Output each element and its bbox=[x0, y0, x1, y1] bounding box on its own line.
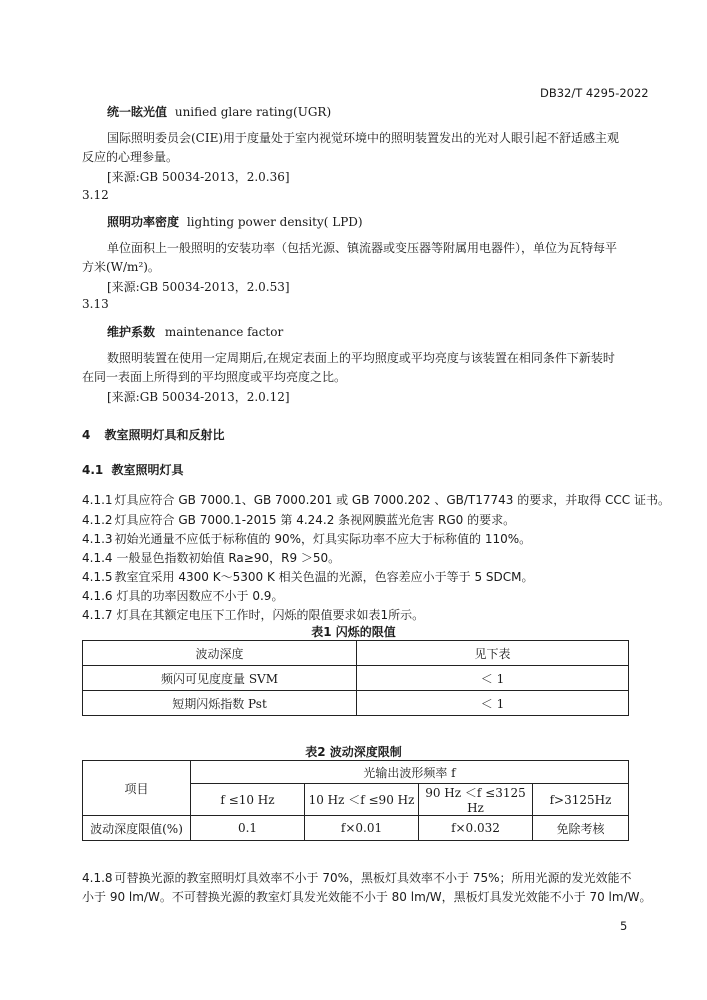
table2-cell: f×0.032 bbox=[419, 816, 533, 841]
term-lpd bbox=[107, 213, 363, 230]
table2-cell: 免除考核 bbox=[533, 816, 629, 841]
table2-freq-header: f>3125Hz bbox=[533, 784, 629, 816]
clause-4-1-5 bbox=[82, 568, 533, 585]
table1-cell: 频闪可见度度量 SVM bbox=[83, 666, 357, 691]
clause-4-1-5-text: 教室宜采用 4300 K～5300 K 相关色温的光源，色容差应小于等于 5 SDCM。 bbox=[114, 570, 534, 584]
clause-4-1-3 bbox=[82, 530, 531, 547]
table1-caption: 表1 闪烁的限值 bbox=[311, 625, 396, 639]
clause-4-1-6-text: 灯具的功率因数应不小于 0.9。 bbox=[116, 589, 284, 603]
clause-4-1-3-number: 4.1.3 bbox=[82, 532, 113, 546]
clause-4-1-7-number: 4.1.7 bbox=[82, 608, 113, 622]
clause-4-1-1-number: 4.1.1 bbox=[82, 493, 113, 507]
table2-cell: 0.1 bbox=[191, 816, 305, 841]
table-row bbox=[83, 691, 629, 716]
table1-cell: ＜ 1 bbox=[357, 691, 629, 716]
table1-cell: 波动深度 bbox=[83, 641, 357, 666]
clause-number-3-12: 3.12 bbox=[82, 188, 109, 202]
term-ugr-en: unified glare rating(UGR) bbox=[174, 105, 332, 119]
section-4-1-title: 教室照明灯具 bbox=[111, 463, 184, 477]
table2-item-header: 项目 bbox=[83, 761, 191, 816]
clause-4-1-1 bbox=[82, 491, 670, 508]
table2 bbox=[82, 760, 629, 841]
term-mf bbox=[107, 323, 283, 340]
table-row bbox=[83, 666, 629, 691]
section-4-number: 4 bbox=[82, 428, 91, 442]
term-ugr bbox=[107, 103, 331, 120]
clause-4-1-8-number: 4.1.8 bbox=[82, 871, 113, 885]
term-lpd-en: lighting power density( LPD) bbox=[186, 215, 363, 229]
table-row bbox=[83, 641, 629, 666]
table2-freq-header: 90 Hz ＜f ≤3125 Hz bbox=[419, 784, 533, 816]
term-lpd-cn: 照明功率密度 bbox=[107, 215, 180, 229]
lpd-definition-line1: 单位面积上一般照明的安装功率（包括光源、镇流器或变压器等附属用电器件），单位为瓦特每平 bbox=[107, 241, 618, 255]
ugr-source: [来源:GB 50034-2013，2.0.36] bbox=[107, 170, 290, 184]
page-number: 5 bbox=[620, 919, 628, 933]
lpd-source: [来源:GB 50034-2013，2.0.53] bbox=[107, 280, 290, 294]
mf-source: [来源:GB 50034-2013，2.0.12] bbox=[107, 390, 290, 404]
clause-4-1-8-text-line2: 小于 90 lm/W。不可替换光源的教室灯具发光效能不小于 80 lm/W，黑板灯具发光效能不小于 70 lm/W。 bbox=[82, 890, 652, 904]
table2-freq-header: f ≤10 Hz bbox=[191, 784, 305, 816]
clause-4-1-2 bbox=[82, 511, 515, 528]
term-mf-cn: 维护系数 bbox=[107, 325, 156, 339]
clause-4-1-4 bbox=[82, 549, 340, 566]
mf-definition-line2: 在同一表面上所得到的平均照度或平均亮度之比。 bbox=[82, 370, 347, 384]
clause-4-1-3-text: 初始光通量不应低于标称值的 90%，灯具实际功率不应大于标称值的 110%。 bbox=[114, 532, 532, 546]
ugr-definition-line1: 国际照明委员会(CIE)用于度量处于室内视觉环境中的照明装置发出的光对人眼引起不舒适感主观 bbox=[107, 131, 620, 145]
standard-number: DB32/T 4295-2022 bbox=[540, 86, 649, 100]
clause-4-1-6-number: 4.1.6 bbox=[82, 589, 113, 603]
table2-cell: f×0.01 bbox=[305, 816, 419, 841]
section-4-1-number: 4.1 bbox=[82, 463, 104, 477]
lpd-definition-line2: 方米(W/m²)。 bbox=[82, 260, 160, 274]
table1-cell: 短期闪烁指数 Pst bbox=[83, 691, 357, 716]
clause-4-1-2-number: 4.1.2 bbox=[82, 513, 113, 527]
table2-freq-header: 10 Hz ＜f ≤90 Hz bbox=[305, 784, 419, 816]
clause-number-3-13: 3.13 bbox=[82, 297, 109, 311]
table2-row-label: 波动深度限值(%) bbox=[83, 816, 191, 841]
table1-cell: ＜ 1 bbox=[357, 666, 629, 691]
term-mf-en: maintenance factor bbox=[164, 325, 284, 339]
clause-4-1-4-text: 一般显色指数初始值 Ra≥90，R9 ＞50。 bbox=[116, 551, 341, 565]
section-4-1-heading bbox=[82, 461, 183, 478]
ugr-definition-line2: 反应的心理参量。 bbox=[82, 150, 179, 164]
section-4-heading bbox=[82, 426, 225, 443]
clause-4-1-6 bbox=[82, 587, 283, 604]
term-ugr-cn: 统一眩光值 bbox=[107, 105, 168, 119]
table2-caption: 表2 波动深度限制 bbox=[305, 745, 402, 759]
clause-4-1-1-text: 灯具应符合 GB 7000.1、GB 7000.201 或 GB 7000.202 、GB/T17743 的要求，并取得 CCC 证书。 bbox=[114, 493, 671, 507]
clause-4-1-5-number: 4.1.5 bbox=[82, 570, 113, 584]
clause-4-1-7-text: 灯具在其额定电压下工作时，闪烁的限值要求如表1所示。 bbox=[116, 608, 425, 622]
table-row bbox=[83, 761, 629, 784]
clause-4-1-2-text: 灯具应符合 GB 7000.1-2015 第 4.24.2 条视网膜蓝光危害 RG0 的要求。 bbox=[114, 513, 516, 527]
table2-group-header: 光输出波形频率 f bbox=[191, 761, 629, 784]
clause-4-1-7 bbox=[82, 606, 424, 623]
clause-4-1-8 bbox=[82, 869, 632, 886]
section-4-title: 教室照明灯具和反射比 bbox=[104, 428, 225, 442]
clause-4-1-8-text-line1: 可替换光源的教室照明灯具效率不小于 70%，黑板灯具效率不小于 75%；所用光源的发光效能不 bbox=[114, 871, 632, 885]
table1 bbox=[82, 640, 629, 716]
table1-cell: 见下表 bbox=[357, 641, 629, 666]
table-row bbox=[83, 816, 629, 841]
clause-4-1-4-number: 4.1.4 bbox=[82, 551, 113, 565]
mf-definition-line1: 数照明装置在使用一定周期后,在规定表面上的平均照度或平均亮度与该装置在相同条件下新装时 bbox=[107, 351, 615, 365]
